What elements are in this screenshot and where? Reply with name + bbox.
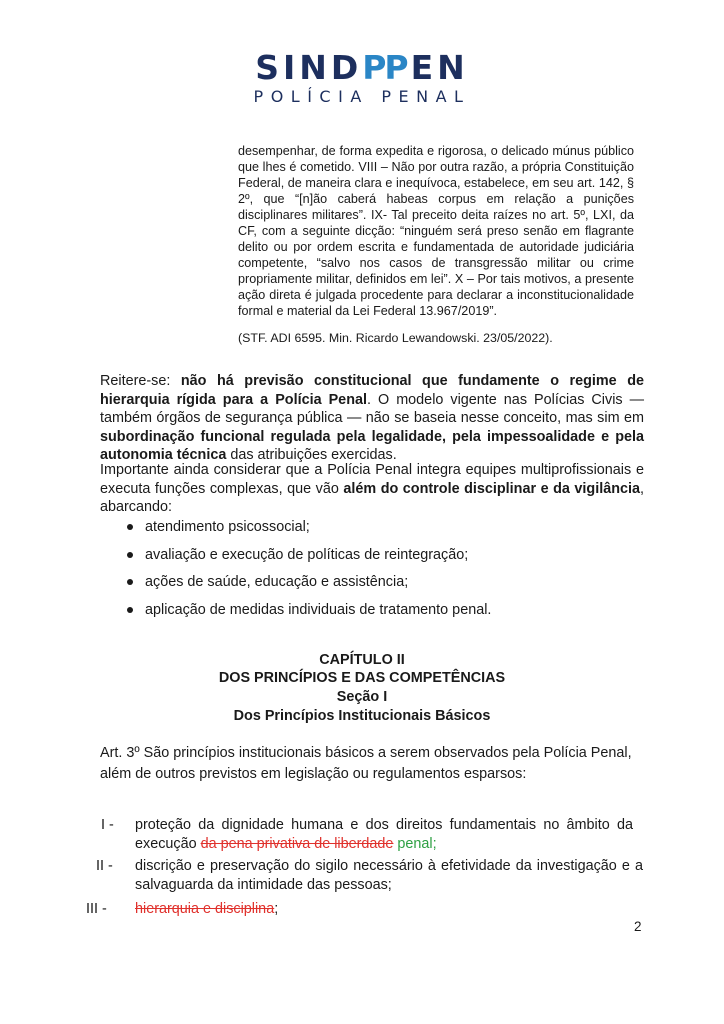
item-text: [135, 900, 643, 919]
section-heading: Seção I: [336, 689, 388, 705]
list-item-text: aplicação de medidas individuais de tratamento penal.: [145, 601, 492, 618]
bullet-dot-icon: [127, 579, 133, 585]
list-item-text: ações de saúde, educação e assistência;: [145, 574, 409, 591]
logo-wordmark-right: EN: [410, 48, 469, 87]
item-number: II -: [96, 858, 113, 874]
item-number: I -: [101, 817, 114, 833]
quote-text: desempenhar, de forma expedita e rigorosa, o delicado múnus público que lhes é cometido. VIII – Não por outra razão, a própria Constituição Federal, de maneira clara e inequívoca, estabelece, em seu art. 142, § 2º, que “[n]ão caberá habeas corpus em relação a punições disciplinares militares”. IX- Tal preceito deita raízes no art. 5º, LXI, da CF, com a seguinte dicção: “ninguém será preso senão em flagrante delito ou por ordem escrita e fundamentada de autoridade judiciária competente, “salvo nos casos de transgressão militar ou crime propriamente militar, definidos em lei”. X – Por tais motivos, a presente ação direta é julgada procedente para declarar a inconstitucionalidade formal e material da Lei Federal 13.967/2019”.: [238, 144, 634, 319]
p1-text-1: Reitere-se:: [100, 373, 181, 389]
p2-bold-1: além do controle disciplinar e da vigilância: [343, 480, 640, 497]
p1-bold-1: não há previsão constitucional que fundamente o regime de hierarquia rígida para a Polícia Penal: [100, 373, 644, 408]
bullet-list: [127, 518, 491, 628]
chapter-title: DOS PRINCÍPIOS E DAS COMPETÊNCIAS: [218, 670, 506, 686]
item-1-text: proteção da dignidade humana e dos direitos fundamentais no âmbito da execução: [135, 817, 633, 852]
p2-text-1: Importante ainda considerar que a Polícia Penal integra equipes multiprofissionais e executa funções complexas, que vão: [100, 462, 644, 497]
item-1-deleted-text: da pena privativa de liberdade: [200, 835, 394, 852]
bullet-dot-icon: [127, 552, 133, 558]
quote-block: [238, 143, 634, 320]
bullet-dot-icon: [127, 607, 133, 613]
logo-wordmark: [0, 50, 724, 86]
article-text: Art. 3º São princípios institucionais básicos a serem observados pela Polícia Penal, além de outros previstos em legislação ou regulamentos esparsos:: [100, 745, 632, 782]
quote-citation: (STF. ADI 6595. Min. Ricardo Lewandowski. 23/05/2022).: [238, 331, 553, 345]
list-item: [127, 518, 491, 546]
logo-subtitle: POLÍCIA PENAL: [253, 87, 471, 106]
list-item: [127, 546, 491, 574]
p1-text-2: . O modelo vigente nas Polícias Civis — também órgãos de segurança pública — não se baseia nesse conceito, mas sim em: [100, 391, 644, 427]
article-3: [100, 743, 644, 785]
p2-text-2: , abarcando:: [100, 480, 644, 516]
item-3-deleted-text: hierarquia e disciplina: [135, 901, 275, 917]
paragraph-important: [100, 461, 644, 517]
paragraph-reiterate: [100, 372, 644, 465]
item-number: III -: [86, 901, 107, 917]
logo-wordmark-left: SIND: [255, 48, 363, 87]
list-item: [127, 601, 491, 629]
item-1-inserted-text: penal;: [393, 835, 437, 852]
page-number: 2: [634, 919, 642, 934]
bullet-dot-icon: [127, 524, 133, 530]
p1-text-3: das atribuições exercidas.: [226, 447, 397, 464]
item-text: [135, 857, 643, 894]
list-item: [127, 573, 491, 601]
list-item-text: atendimento psicossocial;: [145, 519, 310, 535]
p1-bold-2: subordinação funcional regulada pela legalidade, pela impessoalidade e pela autonomia técnica: [100, 428, 644, 464]
section-title: Dos Princípios Institucionais Básicos: [233, 708, 491, 724]
logo-wordmark-pp: PP: [362, 48, 407, 87]
chapter-heading: CAPÍTULO II: [319, 652, 405, 668]
item-text: [135, 816, 633, 853]
list-item-text: avaliação e execução de políticas de reintegração;: [145, 546, 469, 563]
sindppen-logo: [0, 50, 724, 106]
item-2-text: discrição e preservação do sigilo necessário à efetividade da investigação e a salvaguarda da intimidade das pessoas;: [135, 858, 643, 893]
item-3-tail: ;: [274, 901, 279, 917]
